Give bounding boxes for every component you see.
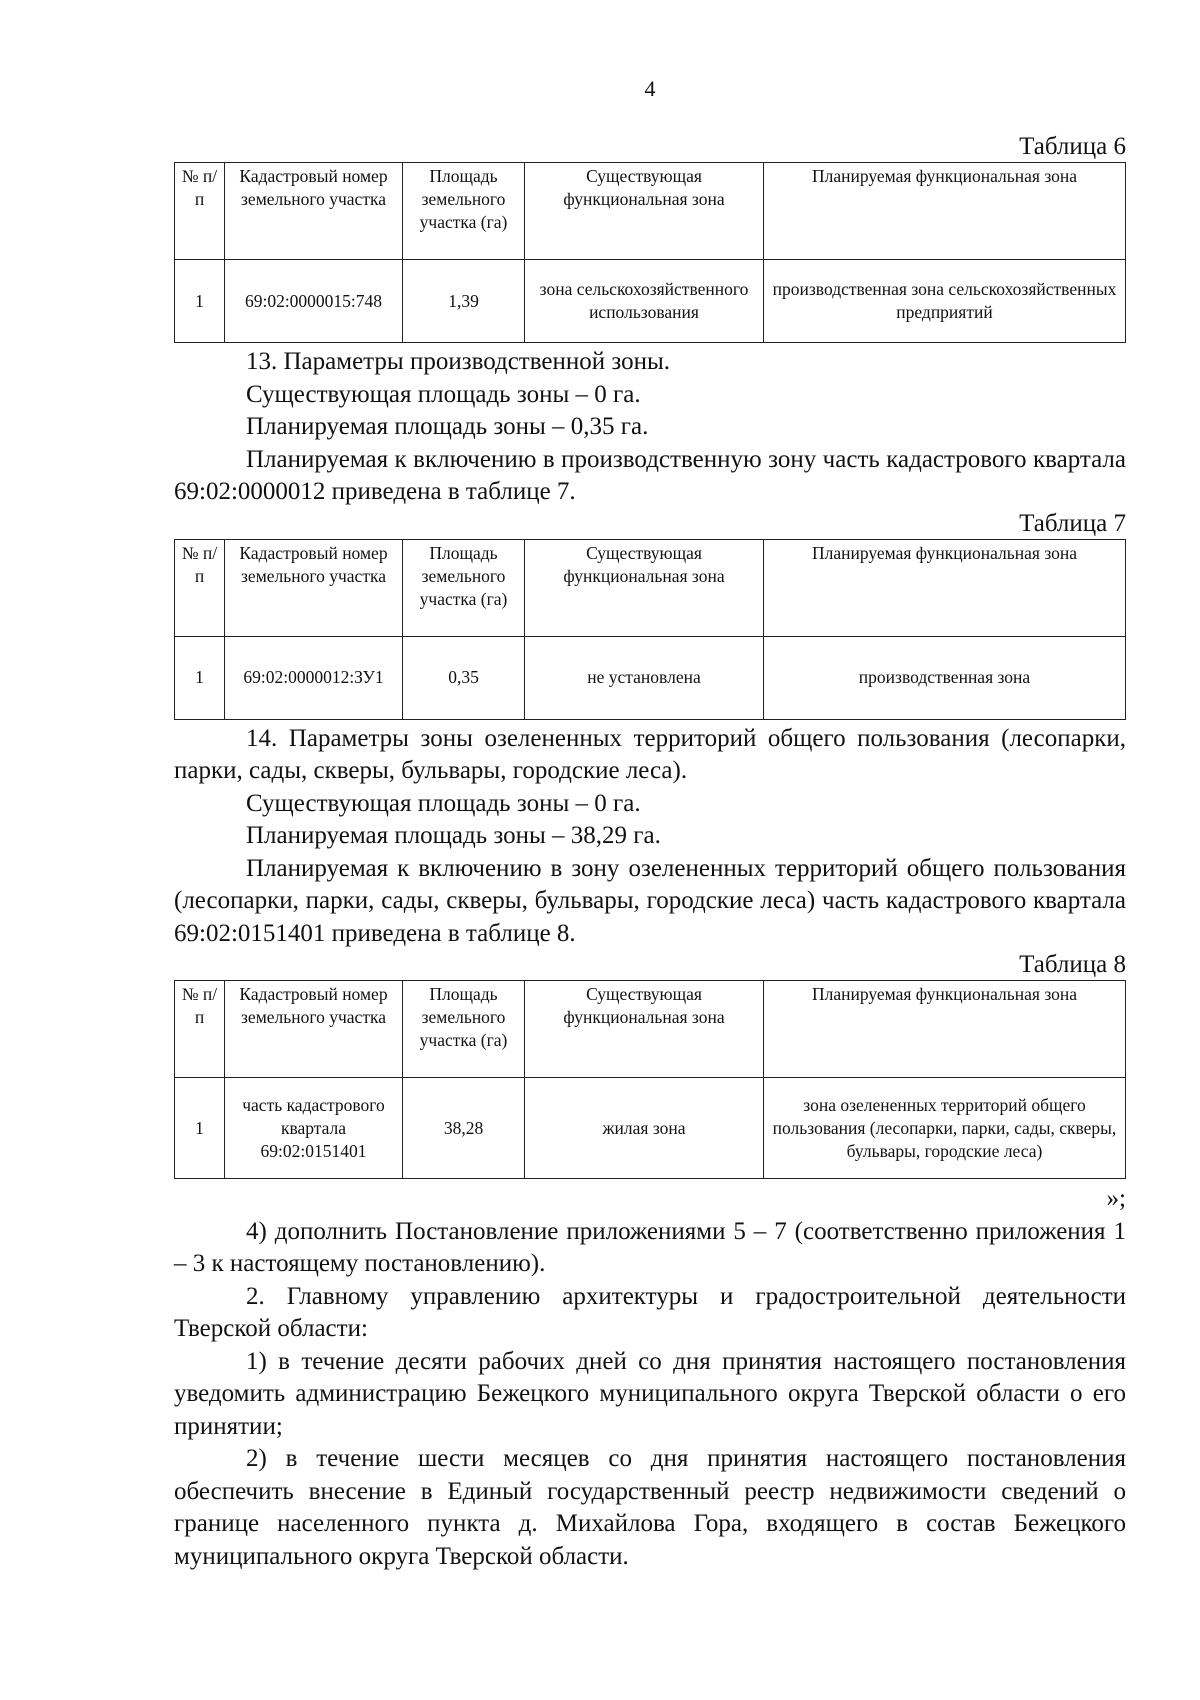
table-row: [175, 636, 1126, 719]
paragraph-14-planned: Планируемая площадь зоны – 38,29 га.: [246, 822, 661, 849]
document-body: [174, 132, 1126, 1573]
cell-area: 0,35: [403, 636, 525, 719]
paragraph-14-part: Планируемая к включению в зону озелененных территорий общего пользования (лесопарки, парки, сады, скверы, бульвары, городские леса) часть кадастрового квартала 69:02:0151401 приведена в таблице 8.: [174, 854, 1126, 947]
header-area: Площадь земельного участка (га): [403, 981, 525, 1078]
cell-num: 1: [175, 636, 225, 719]
closing-quote: »;: [1106, 1185, 1126, 1212]
cell-planned-zone: зона озелененных территорий общего пользования (лесопарки, парки, сады, скверы, бульвары, городские леса): [764, 1078, 1126, 1179]
table-8: [174, 980, 1126, 1179]
paragraph-section-2: 2. Главному управлению архитектуры и градостроительной деятельности Тверской области:: [174, 1282, 1126, 1342]
table-row: [175, 260, 1126, 343]
header-area: Площадь земельного участка (га): [403, 163, 525, 260]
paragraph-14-existing: Существующая площадь зоны – 0 га.: [246, 789, 641, 817]
cell-planned-zone: производственная зона сельскохозяйственных предприятий: [764, 260, 1126, 343]
cell-existing-zone: жилая зона: [525, 1078, 764, 1179]
table-6-caption: Таблица 6: [1019, 133, 1126, 160]
header-num: № п/п: [175, 539, 225, 636]
header-existing-zone: Существующая функциональная зона: [525, 981, 764, 1078]
paragraph-section-2-item-1: 1) в течение десяти рабочих дней со дня принятия настоящего постановления уведомить администрацию Бежецкого муниципального округа Тверской области о его принятии;: [174, 1347, 1126, 1440]
header-num: № п/п: [175, 981, 225, 1078]
page-number: 4: [644, 76, 656, 101]
table-8-caption: Таблица 8: [1019, 951, 1126, 978]
cell-area: 38,28: [403, 1078, 525, 1179]
cell-num: 1: [175, 1078, 225, 1179]
paragraph-section-2-item-2: 2) в течение шести месяцев со дня принятия настоящего постановления обеспечить внесение в Единый государственный реестр недвижимости сведений о границе населенного пункта д. Михайлова Гора, входящего в состав Бежецкого муниципального округа Тверской области.: [174, 1445, 1126, 1570]
paragraph-13-part: Планируемая к включению в производственную зону часть кадастрового квартала 69:02:0000012 приведена в таблице 7.: [174, 445, 1126, 505]
cell-planned-zone: производственная зона: [764, 636, 1126, 719]
paragraph-item-4: 4) дополнить Постановление приложениями 5 – 7 (соответственно приложения 1 – 3 к настоящему постановлению).: [174, 1217, 1126, 1277]
header-cadastral: Кадастровый номер земельного участка: [225, 981, 403, 1078]
paragraph-13-title: 13. Параметры производственной зоны.: [246, 348, 671, 375]
cell-cadastral: 69:02:0000015:748: [225, 260, 403, 343]
table-header-row: [175, 163, 1126, 260]
paragraph-13-planned: Планируемая площадь зоны – 0,35 га.: [246, 413, 649, 440]
table-6: [174, 162, 1126, 343]
cell-area: 1,39: [403, 260, 525, 343]
header-planned-zone: Планируемая функциональная зона: [764, 539, 1126, 636]
header-planned-zone: Планируемая функциональная зона: [764, 981, 1126, 1078]
header-cadastral: Кадастровый номер земельного участка: [225, 539, 403, 636]
header-cadastral: Кадастровый номер земельного участка: [225, 163, 403, 260]
header-planned-zone: Планируемая функциональная зона: [764, 163, 1126, 260]
header-existing-zone: Существующая функциональная зона: [525, 163, 764, 260]
cell-cadastral: часть кадастрового квартала 69:02:0151401: [225, 1078, 403, 1179]
cell-existing-zone: не установлена: [525, 636, 764, 719]
cell-num: 1: [175, 260, 225, 343]
header-existing-zone: Существующая функциональная зона: [525, 539, 764, 636]
header-num: № п/п: [175, 163, 225, 260]
header-area: Площадь земельного участка (га): [403, 539, 525, 636]
table-header-row: [175, 539, 1126, 636]
table-row: [175, 1078, 1126, 1179]
paragraph-13-existing: Существующая площадь зоны – 0 га.: [246, 380, 641, 408]
paragraph-14-title: 14. Параметры зоны озелененных территорий общего пользования (лесопарки, парки, сады, скверы, бульвары, городские леса).: [174, 724, 1126, 784]
table-7-caption: Таблица 7: [1019, 509, 1126, 537]
table-7: [174, 539, 1126, 720]
cell-existing-zone: зона сельскохозяйственного использования: [525, 260, 764, 343]
cell-cadastral: 69:02:0000012:ЗУ1: [225, 636, 403, 719]
table-header-row: [175, 981, 1126, 1078]
